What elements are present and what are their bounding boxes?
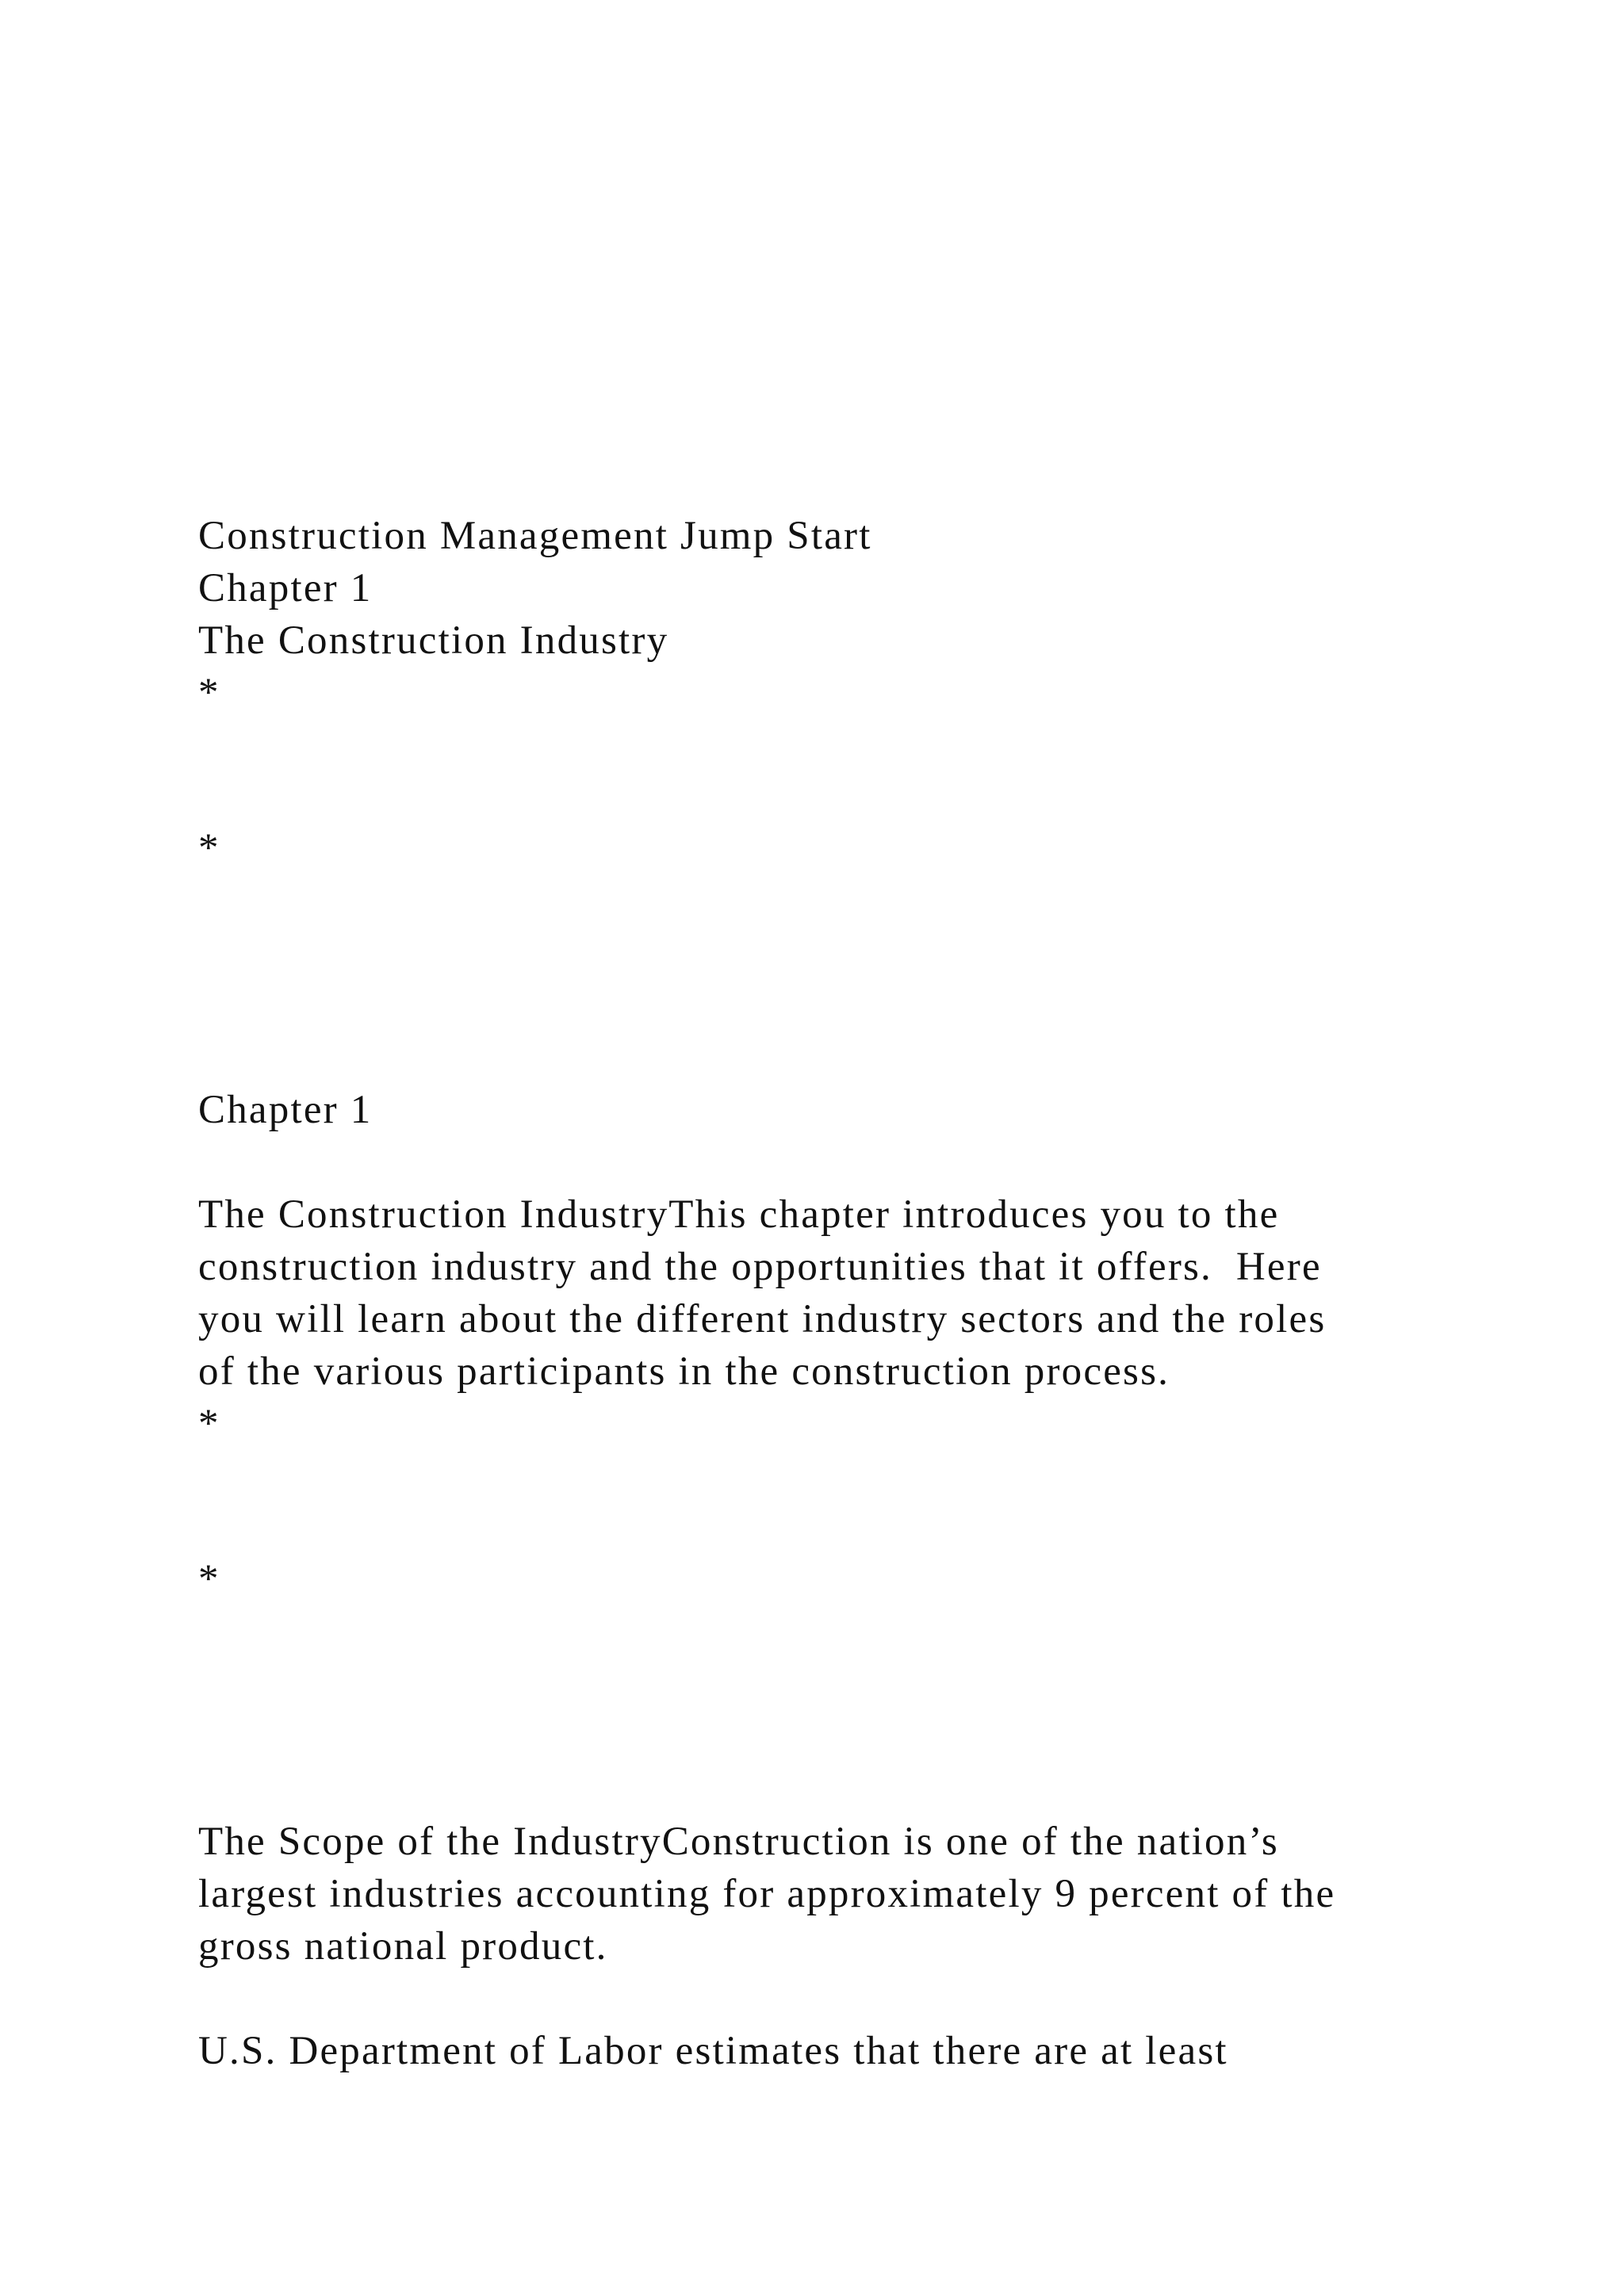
intro-paragraph-line: you will learn about the different industry sectors and the roles [198, 1297, 1327, 1341]
slide-marker: * [198, 826, 220, 871]
intro-paragraph-line: The Construction IndustryThis chapter introduces you to the [198, 1192, 1280, 1237]
slide-marker: * [198, 671, 220, 715]
slide-marker: * [198, 1557, 220, 1601]
chapter-label: Chapter 1 [198, 566, 373, 610]
intro-paragraph-line: of the various participants in the construction process. [198, 1349, 1170, 1394]
scope-paragraph-line: largest industries accounting for approximately 9 percent of the [198, 1872, 1336, 1916]
slide-chapter-heading: Chapter 1 [198, 1088, 373, 1132]
scope-paragraph-line: gross national product. [198, 1924, 608, 1969]
scope-paragraph-line: The Scope of the IndustryConstruction is one of the nation’s [198, 1820, 1279, 1864]
slide-marker: * [198, 1402, 220, 1446]
intro-paragraph-line: construction industry and the opportunities that it offers. Here [198, 1245, 1322, 1289]
chapter-title: The Construction Industry [198, 618, 669, 663]
labor-paragraph-line: U.S. Department of Labor estimates that there are at least [198, 2029, 1228, 2073]
document-title: Construction Management Jump Start [198, 514, 872, 558]
